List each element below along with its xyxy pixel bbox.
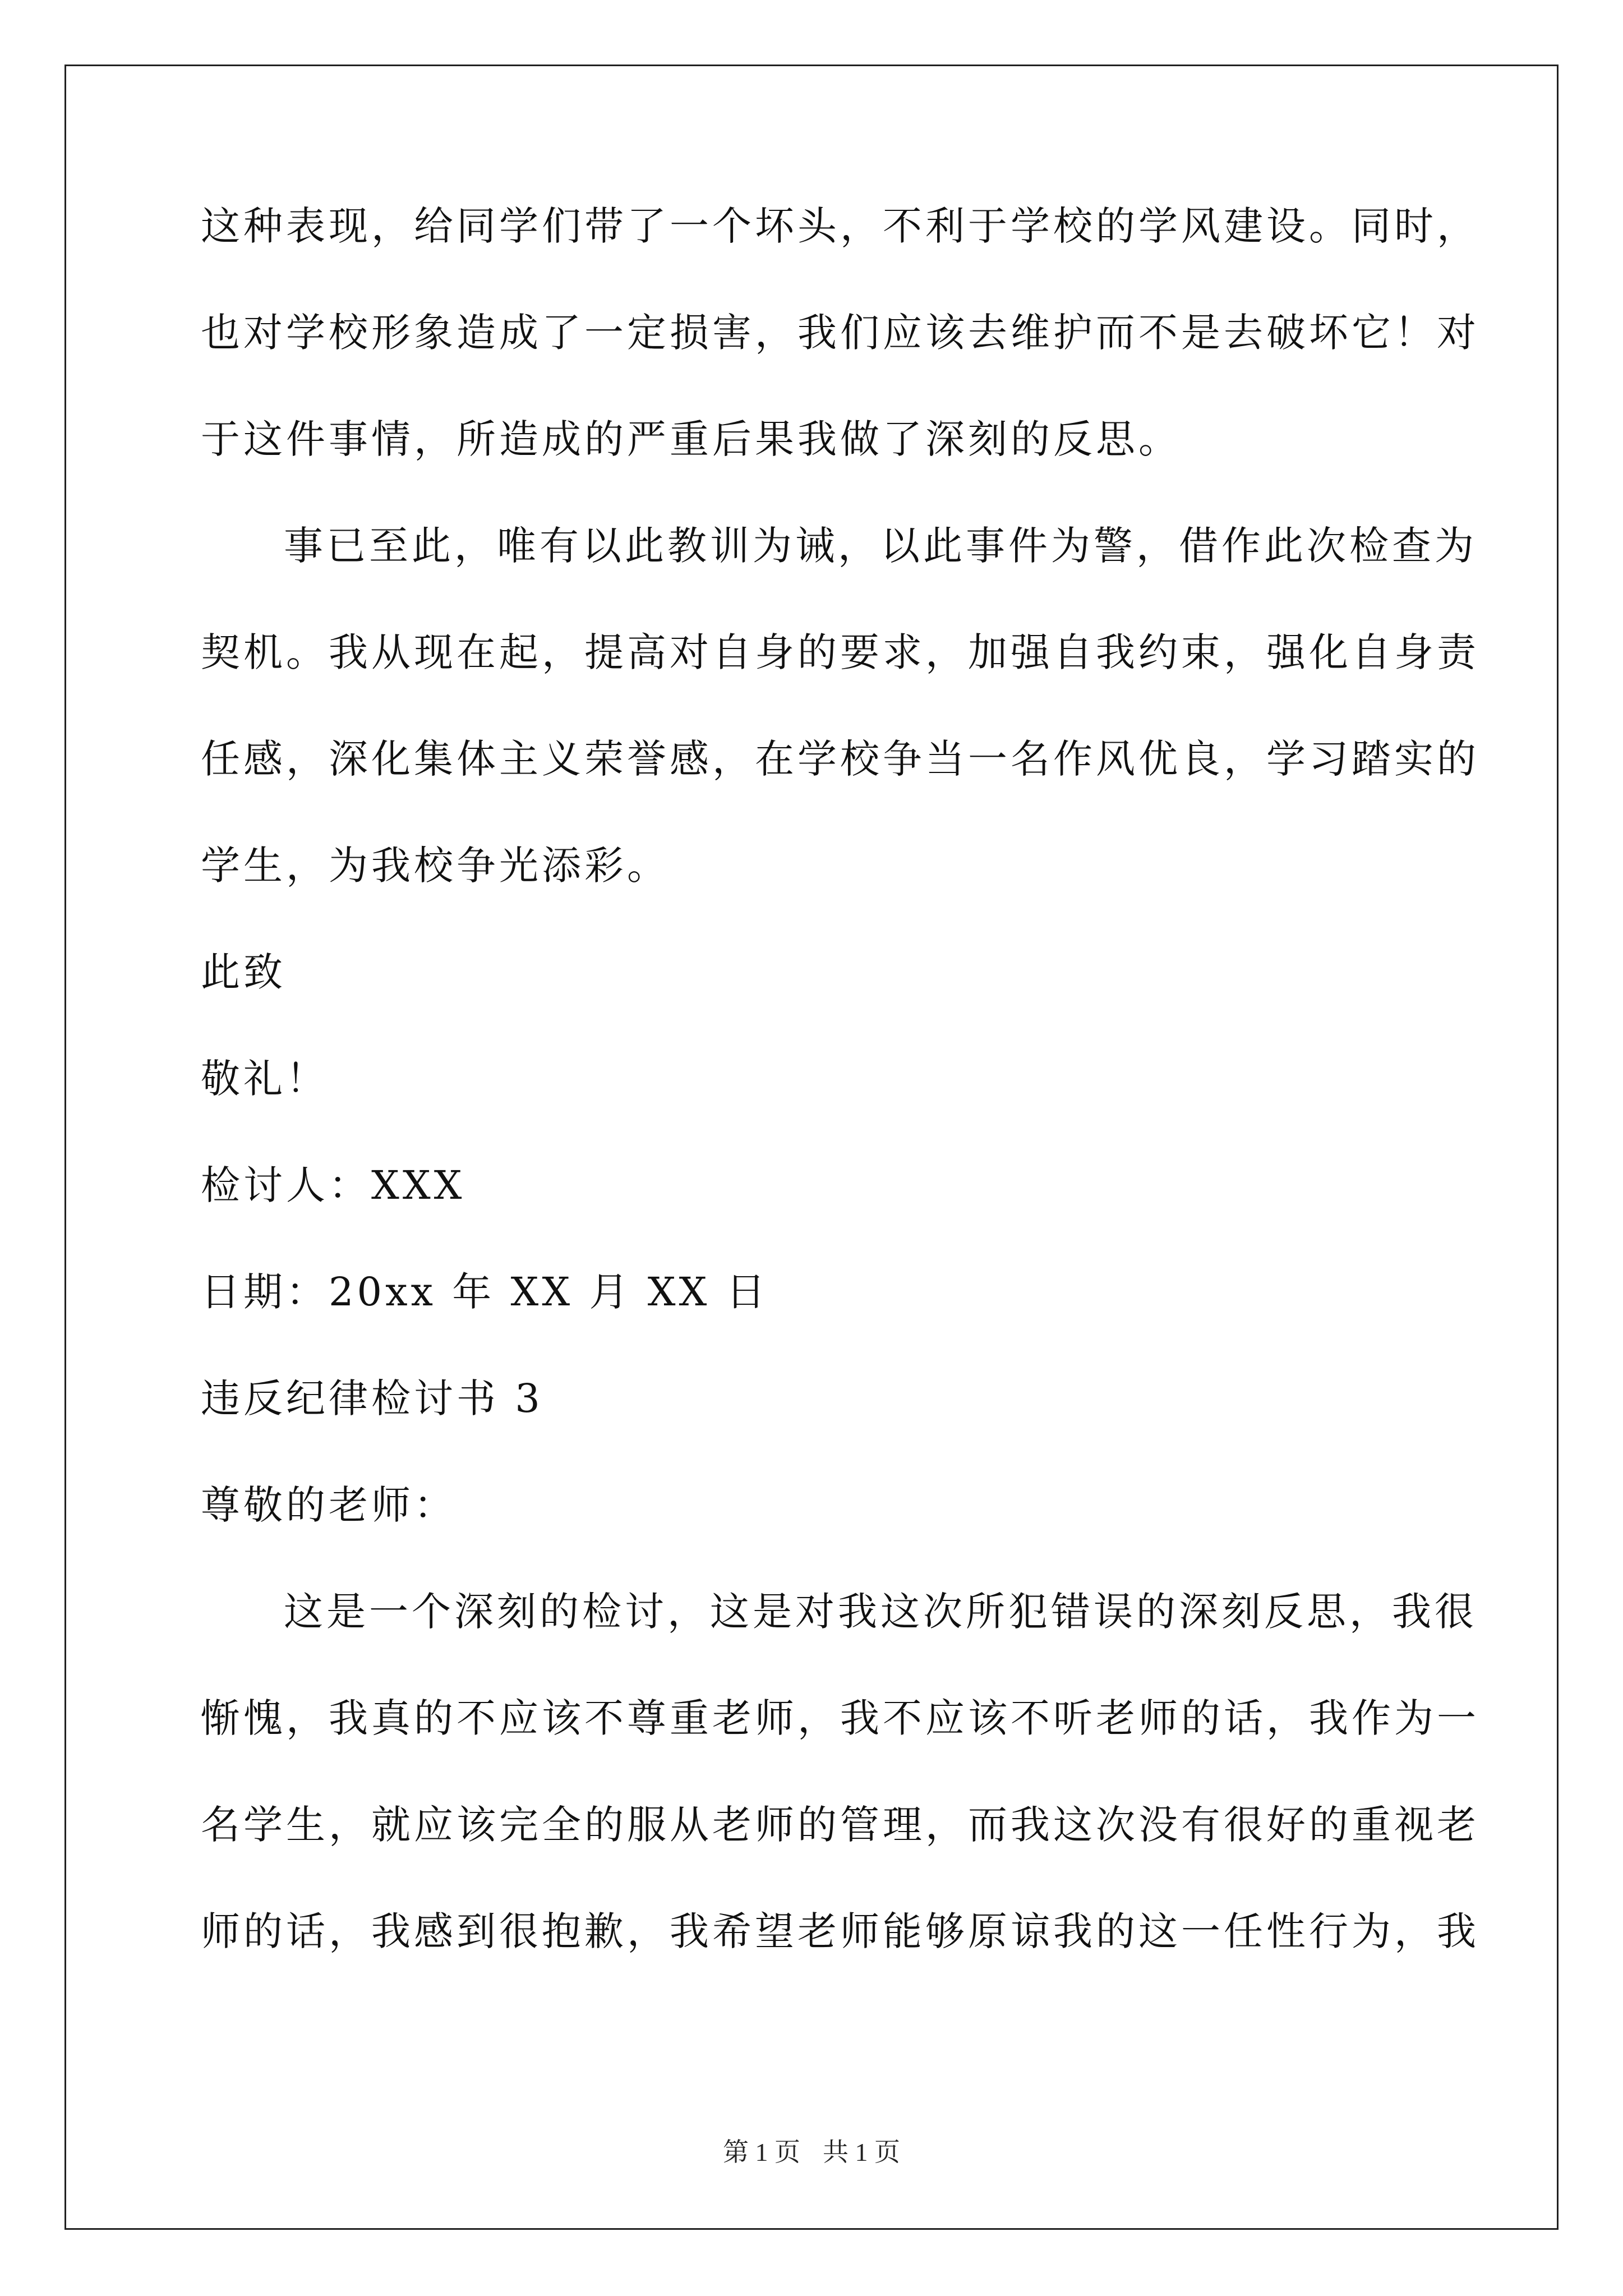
paragraph-line: 惭愧，我真的不应该不尊重老师，我不应该不听老师的话，我作为一 bbox=[201, 1695, 1479, 1741]
paragraph-line: 于这件事情，所造成的严重后果我做了深刻的反思。 bbox=[201, 416, 1181, 462]
date-line: 日期：20xx 年 XX 月 XX 日 bbox=[201, 1269, 769, 1315]
page-number-total: 共 1 页 bbox=[823, 2138, 900, 2166]
paragraph-line: 任感，深化集体主义荣誉感，在学校争当一名作风优良，学习踏实的 bbox=[201, 736, 1479, 782]
signer-line: 检讨人：XXX bbox=[201, 1162, 465, 1208]
paragraph-line: 这是一个深刻的检讨，这是对我这次所犯错误的深刻反思，我很 bbox=[284, 1589, 1477, 1635]
paragraph-line: 事已至此，唯有以此教训为诫，以此事件为警，借作此次检查为 bbox=[284, 523, 1477, 569]
closing-salutation: 此致 bbox=[201, 949, 286, 995]
paragraph-line: 这种表现，给同学们带了一个坏头，不利于学校的学风建设。同时， bbox=[201, 203, 1479, 249]
section-title: 违反纪律检讨书 3 bbox=[201, 1375, 543, 1421]
paragraph-line: 师的话，我感到很抱歉，我希望老师能够原谅我的这一任性行为，我 bbox=[201, 1908, 1479, 1954]
page-footer bbox=[0, 2132, 1623, 2169]
closing-regards: 敬礼！ bbox=[201, 1056, 329, 1102]
paragraph-line: 契机。我从现在起，提高对自身的要求，加强自我约束，强化自身责 bbox=[201, 629, 1479, 675]
page-number-current: 第 1 页 bbox=[723, 2138, 800, 2166]
paragraph-line: 名学生，就应该完全的服从老师的管理，而我这次没有很好的重视老 bbox=[201, 1802, 1479, 1848]
greeting-line: 尊敬的老师： bbox=[201, 1482, 457, 1528]
paragraph-line: 也对学校形象造成了一定损害，我们应该去维护而不是去破坏它！对 bbox=[201, 310, 1479, 356]
paragraph-line: 学生，为我校争光添彩。 bbox=[201, 843, 670, 889]
document-body bbox=[201, 203, 1479, 2018]
